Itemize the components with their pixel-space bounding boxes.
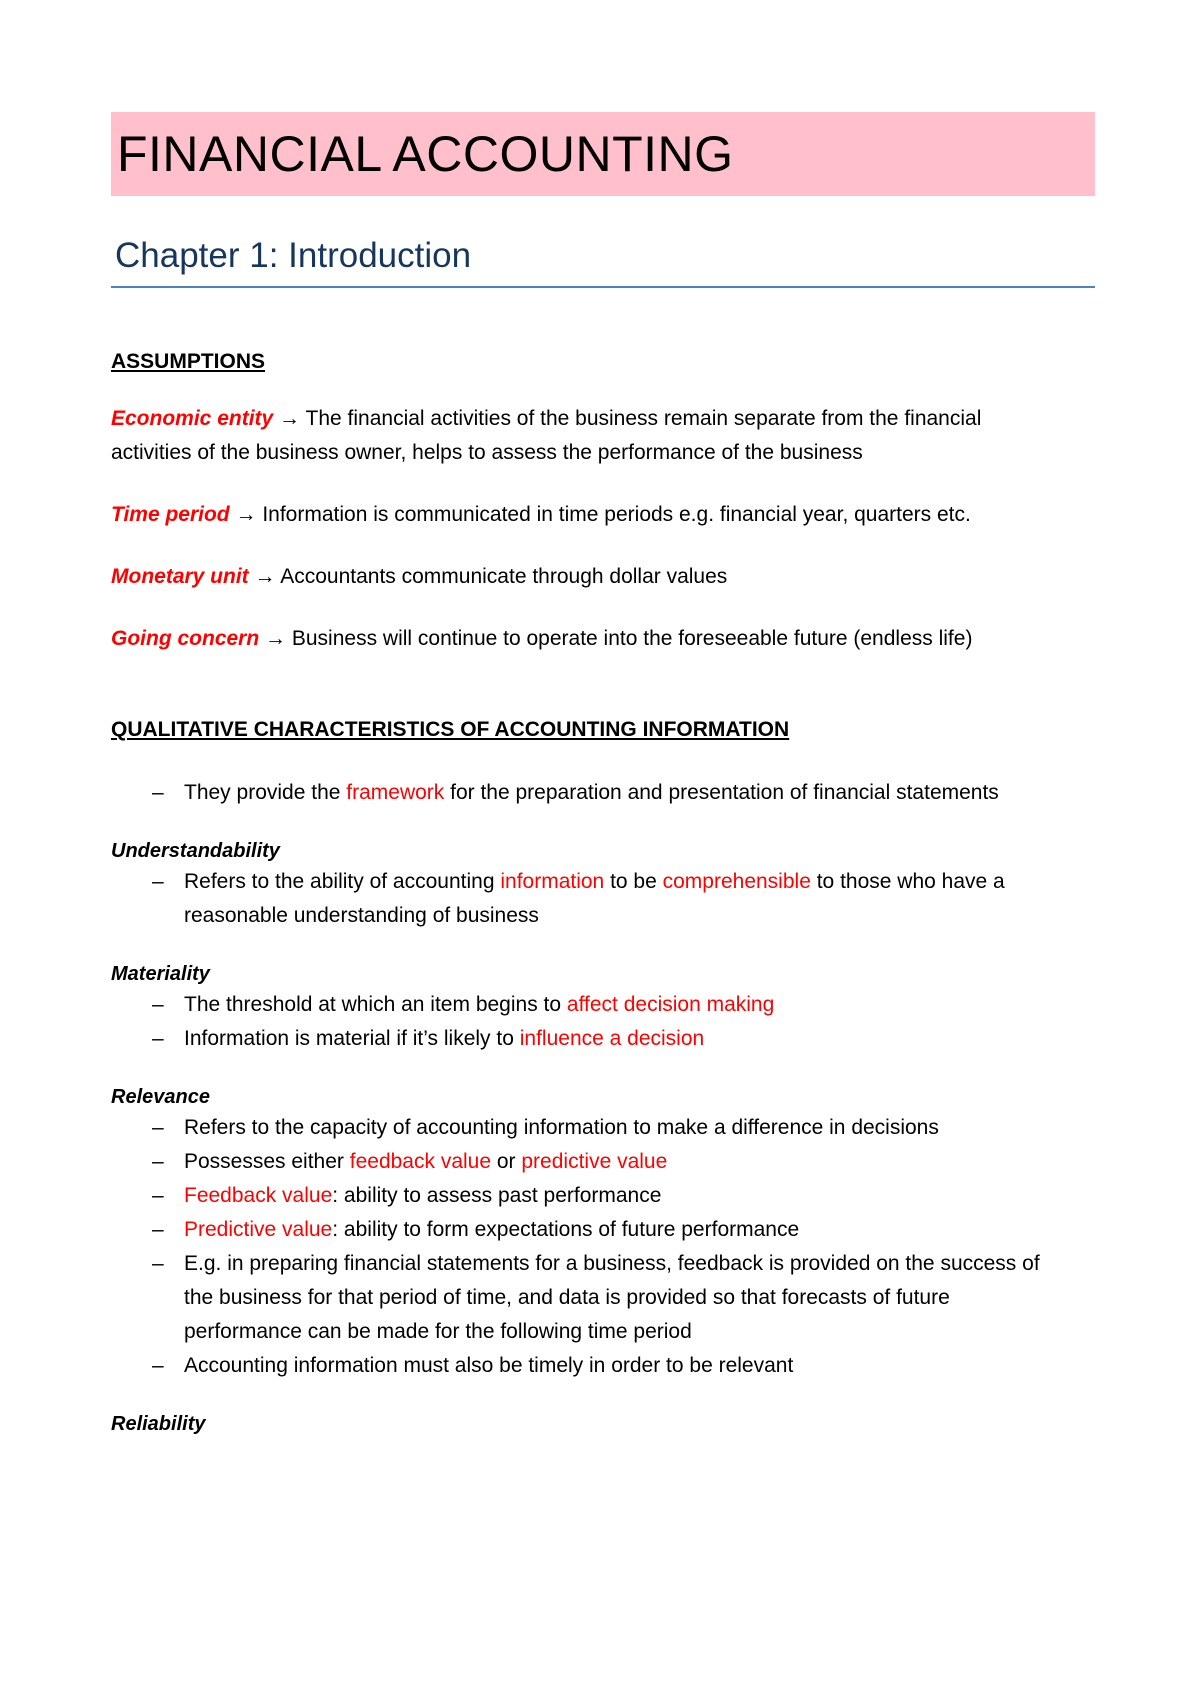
chapter-heading-block — [111, 236, 1095, 288]
highlight-text: influence a decision — [519, 1027, 705, 1050]
list-item — [111, 776, 1095, 810]
assumption-description: Business will continue to operate into the foreseeable future (endless life) — [291, 627, 973, 650]
text-fragment: E.g. in preparing financial statements for a business, feedback is provided on the success of — [184, 1252, 1040, 1275]
assumption-monetary-unit — [111, 560, 1095, 594]
list-item — [111, 1247, 1095, 1349]
assumption-term: Time period — [111, 503, 230, 526]
document-page — [111, 112, 1095, 1436]
document-title: FINANCIAL ACCOUNTING — [117, 126, 734, 182]
highlight-text: predictive value — [521, 1150, 668, 1173]
assumption-term: Monetary unit — [111, 565, 249, 588]
highlight-text: feedback value — [349, 1150, 492, 1173]
text-fragment: Refers to the ability of accounting — [184, 870, 501, 893]
assumptions-heading: ASSUMPTIONS — [111, 350, 266, 373]
arrow-icon: → — [279, 407, 301, 430]
list-item — [111, 1179, 1095, 1213]
title-banner — [111, 112, 1095, 196]
text-fragment: They provide the — [184, 781, 347, 804]
text-fragment: for the preparation and presentation of financial statements — [444, 781, 999, 804]
text-fragment: to be — [604, 870, 663, 893]
reliability-heading: Reliability — [111, 1413, 206, 1435]
highlight-text: Predictive value — [184, 1218, 333, 1241]
text-fragment: reasonable understanding of business — [184, 904, 539, 927]
list-item — [111, 1022, 1095, 1056]
understandability-list — [111, 865, 1095, 933]
assumption-description: The financial activities of the business remain separate from the financial — [305, 407, 982, 430]
list-item — [111, 1145, 1095, 1179]
text-fragment: The threshold at which an item begins to — [184, 993, 567, 1016]
assumption-going-concern — [111, 622, 1095, 656]
text-fragment: or — [491, 1150, 522, 1173]
highlight-text: Feedback value — [184, 1184, 333, 1207]
assumption-description: Information is communicated in time periods e.g. financial year, quarters etc. — [262, 503, 971, 526]
relevance-heading: Relevance — [111, 1086, 210, 1108]
materiality-heading: Materiality — [111, 963, 210, 985]
highlight-text: comprehensible — [662, 870, 811, 893]
text-fragment: Information is material if it’s likely to — [184, 1027, 520, 1050]
text-fragment: the business for that period of time, and data is provided so that forecasts of future — [184, 1286, 950, 1309]
assumption-term: Going concern — [111, 627, 260, 650]
text-fragment: Possesses either — [184, 1150, 350, 1173]
assumption-time-period — [111, 498, 1095, 532]
list-item: – Accounting information must also be timely in order to be relevant — [111, 1349, 1095, 1383]
chapter-title: Chapter 1: Introduction — [115, 236, 472, 275]
understandability-heading: Understandability — [111, 840, 280, 862]
text-fragment: : ability to assess past performance — [332, 1184, 662, 1207]
arrow-icon: → — [254, 565, 276, 588]
assumption-description-cont: activities of the business owner, helps to assess the performance of the business — [111, 441, 863, 464]
text-fragment: : ability to form expectations of future performance — [332, 1218, 800, 1241]
highlight-text: framework — [346, 781, 445, 804]
text-fragment: performance can be made for the following time period — [184, 1320, 692, 1343]
relevance-list — [111, 1111, 1095, 1383]
list-item — [111, 1213, 1095, 1247]
highlight-text: information — [500, 870, 605, 893]
materiality-list — [111, 988, 1095, 1056]
arrow-icon: → — [265, 627, 287, 650]
qualitative-heading: QUALITATIVE CHARACTERISTICS OF ACCOUNTING INFORMATION — [111, 718, 790, 741]
assumption-economic-entity — [111, 402, 1095, 470]
assumption-term: Economic entity — [111, 407, 274, 430]
arrow-icon: → — [235, 503, 257, 526]
highlight-text: affect decision making — [566, 993, 775, 1016]
list-item: – Refers to the capacity of accounting information to make a difference in decisions — [111, 1111, 1095, 1145]
qualitative-intro-list — [111, 776, 1095, 810]
list-item — [111, 865, 1095, 933]
list-item — [111, 988, 1095, 1022]
assumption-description: Accountants communicate through dollar values — [280, 565, 728, 588]
text-fragment: to those who have a — [810, 870, 1005, 893]
